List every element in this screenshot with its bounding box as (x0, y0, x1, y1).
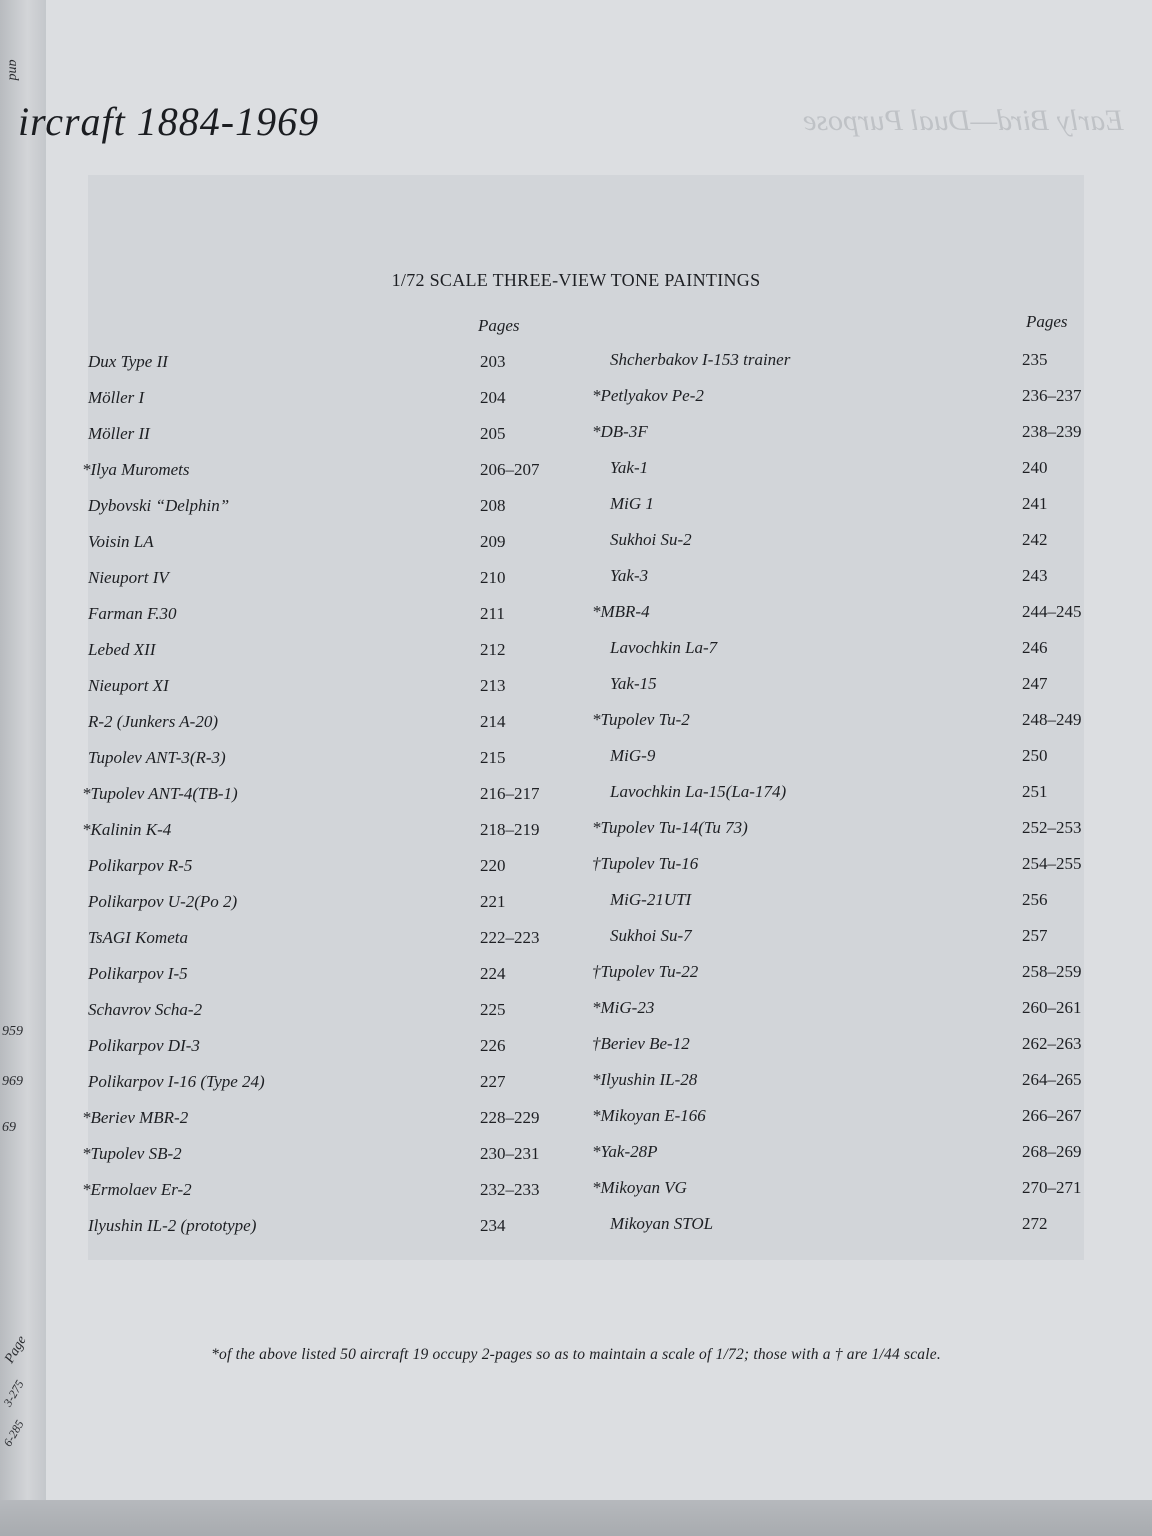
aircraft-name: Dybovski “Delphin” (88, 496, 230, 515)
list-item (82, 928, 562, 964)
list-item (592, 494, 1072, 530)
margin-fragment: 6-285 (0, 1417, 27, 1449)
page-range: 216–217 (480, 784, 540, 803)
aircraft-name: Polikarpov I-16 (Type 24) (88, 1072, 265, 1091)
aircraft-name: *Tupolev Tu-14(Tu 73) (592, 818, 748, 837)
pages-header-left: Pages (478, 316, 520, 335)
margin-fragment: 69 (2, 1120, 16, 1135)
page-range: 236–237 (1022, 386, 1082, 405)
list-item (82, 748, 562, 784)
page-range: 222–223 (480, 928, 540, 947)
margin-fragment: Page (2, 1333, 30, 1366)
aircraft-name: *MBR-4 (592, 602, 650, 621)
page-range: 226 (480, 1036, 506, 1055)
page-bottom-edge (0, 1500, 1152, 1536)
list-item (592, 854, 1082, 890)
page-range: 241 (1022, 494, 1048, 513)
aircraft-name: *DB-3F (592, 422, 648, 441)
page-range: 214 (480, 712, 506, 731)
aircraft-name: Möller I (88, 388, 145, 407)
list-item (592, 638, 1072, 674)
list-item (82, 712, 562, 748)
page-range: 254–255 (1022, 854, 1082, 873)
aircraft-name: Lavochkin La-7 (610, 638, 718, 657)
page-range: 250 (1022, 746, 1048, 765)
page-range: 204 (480, 388, 506, 407)
page-range: 220 (480, 856, 506, 875)
page-range: 205 (480, 424, 506, 443)
page-range: 203 (480, 352, 506, 371)
page-range: 242 (1022, 530, 1048, 549)
list-item (592, 1106, 1082, 1142)
list-item (592, 998, 1082, 1034)
page-range: 224 (480, 964, 506, 983)
aircraft-name: Polikarpov U-2(Po 2) (88, 892, 238, 911)
list-item (592, 386, 1082, 422)
page-range: 246 (1022, 638, 1048, 657)
list-item (82, 964, 562, 1000)
page-range: 212 (480, 640, 506, 659)
page-range: 252–253 (1022, 818, 1082, 837)
page-range: 215 (480, 748, 506, 767)
list-item (592, 926, 1072, 962)
list-item (82, 1216, 562, 1252)
list-item (82, 1108, 562, 1144)
page-range: 211 (480, 604, 505, 623)
page-range: 264–265 (1022, 1070, 1082, 1089)
page-range: 238–239 (1022, 422, 1082, 441)
page-range: 270–271 (1022, 1178, 1082, 1197)
aircraft-name: †Tupolev Tu-22 (592, 962, 699, 981)
margin-fragment: 959 (2, 1024, 23, 1039)
pages-header-right: Pages (1026, 312, 1068, 331)
list-item (82, 568, 562, 604)
page-range: 248–249 (1022, 710, 1082, 729)
aircraft-name: Lavochkin La-15(La-174) (610, 782, 787, 801)
aircraft-name: Yak-3 (610, 566, 649, 585)
list-item (82, 496, 562, 532)
page-range: 257 (1022, 926, 1048, 945)
page-range: 209 (480, 532, 506, 551)
page-range: 266–267 (1022, 1106, 1082, 1125)
left-aircraft-list (82, 352, 562, 1252)
page-range: 272 (1022, 1214, 1048, 1233)
aircraft-name: *Petlyakov Pe-2 (592, 386, 704, 405)
page-range: 234 (480, 1216, 506, 1235)
list-item (592, 530, 1072, 566)
list-item (592, 962, 1082, 998)
aircraft-name: TsAGI Kometa (88, 928, 188, 947)
list-item (592, 566, 1072, 602)
page-range: 210 (480, 568, 506, 587)
page-range: 262–263 (1022, 1034, 1082, 1053)
footnote: *of the above listed 50 aircraft 19 occupy 2-pages so as to maintain a scale of 1/72; those with a † are 1/44 scale. (211, 1346, 941, 1363)
aircraft-name: *Tupolev ANT-4(TB-1) (82, 784, 238, 803)
page-range: 260–261 (1022, 998, 1082, 1017)
page-range: 243 (1022, 566, 1048, 585)
list-item (592, 890, 1072, 926)
aircraft-name: *Tupolev SB-2 (82, 1144, 182, 1163)
list-item (592, 782, 1072, 818)
aircraft-name: Shcherbakov I-153 trainer (610, 350, 791, 369)
page-range: 227 (480, 1072, 506, 1091)
list-item (82, 1180, 562, 1216)
list-item (592, 602, 1082, 638)
aircraft-name: MiG-21UTI (610, 890, 692, 909)
aircraft-name: Voisin LA (88, 532, 154, 551)
right-aircraft-list (592, 350, 1082, 1250)
aircraft-name: Mikoyan STOL (610, 1214, 714, 1233)
page-range: 218–219 (480, 820, 540, 839)
page-range: 240 (1022, 458, 1048, 477)
list-item (592, 350, 1072, 386)
page-range: 213 (480, 676, 506, 695)
list-item (592, 710, 1082, 746)
aircraft-name: Nieuport XI (88, 676, 169, 695)
list-item (592, 458, 1072, 494)
aircraft-name: Nieuport IV (88, 568, 169, 587)
page-range: 228–229 (480, 1108, 540, 1127)
list-item (592, 1142, 1082, 1178)
page-range: 225 (480, 1000, 506, 1019)
page-range: 230–231 (480, 1144, 540, 1163)
list-item (82, 892, 562, 928)
list-item (82, 1072, 562, 1108)
aircraft-name: Schavrov Scha-2 (88, 1000, 203, 1019)
aircraft-name: *Ermolaev Er-2 (82, 1180, 192, 1199)
list-item (592, 1070, 1082, 1106)
list-item (592, 746, 1072, 782)
list-item (82, 640, 562, 676)
aircraft-name: Farman F.30 (88, 604, 177, 623)
list-item (592, 818, 1082, 854)
aircraft-name: R-2 (Junkers A-20) (88, 712, 218, 731)
page-range: 247 (1022, 674, 1048, 693)
page-range: 206–207 (480, 460, 540, 479)
adjacent-page-edge (0, 0, 46, 1536)
list-item (82, 388, 562, 424)
list-item (82, 784, 562, 820)
page-range: 208 (480, 496, 506, 515)
aircraft-name: Yak-1 (610, 458, 649, 477)
list-item (592, 1034, 1082, 1070)
list-item (82, 532, 562, 568)
page-range: 251 (1022, 782, 1048, 801)
list-item (82, 676, 562, 712)
margin-fragment: 3-275 (0, 1377, 27, 1409)
list-item (82, 856, 562, 892)
list-item (82, 352, 562, 388)
aircraft-name: MiG-9 (610, 746, 656, 765)
aircraft-name: *Ilyushin IL-28 (592, 1070, 698, 1089)
aircraft-name: *MiG-23 (592, 998, 655, 1017)
section-title: 1/72 SCALE THREE-VIEW TONE PAINTINGS (391, 270, 761, 290)
list-item (82, 604, 562, 640)
aircraft-name: *Kalinin K-4 (82, 820, 172, 839)
aircraft-name: *Mikoyan VG (592, 1178, 687, 1197)
aircraft-name: Yak-15 (610, 674, 657, 693)
page-range: 235 (1022, 350, 1048, 369)
page-range: 244–245 (1022, 602, 1082, 621)
aircraft-name: Polikarpov DI-3 (88, 1036, 200, 1055)
aircraft-name: *Yak-28P (592, 1142, 658, 1161)
aircraft-name: *Tupolev Tu-2 (592, 710, 690, 729)
list-item (82, 1144, 562, 1180)
page-range: 232–233 (480, 1180, 540, 1199)
aircraft-name: †Tupolev Tu-16 (592, 854, 699, 873)
aircraft-name: *Ilya Muromets (82, 460, 190, 479)
list-item (82, 460, 562, 496)
list-item (82, 1036, 562, 1072)
aircraft-name: Polikarpov R-5 (88, 856, 193, 875)
list-item (592, 422, 1082, 458)
list-item (592, 1178, 1082, 1214)
page-range: 221 (480, 892, 506, 911)
aircraft-name: Ilyushin IL-2 (prototype) (88, 1216, 257, 1235)
aircraft-name: Dux Type II (88, 352, 168, 371)
aircraft-name: Sukhoi Su-2 (610, 530, 692, 549)
page-range: 258–259 (1022, 962, 1082, 981)
aircraft-name: Möller II (88, 424, 150, 443)
list-item (592, 674, 1072, 710)
aircraft-name: Lebed XII (88, 640, 156, 659)
margin-fragment: 969 (2, 1074, 23, 1089)
aircraft-name: *Mikoyan E-166 (592, 1106, 706, 1125)
list-item (82, 820, 562, 856)
page-header-title: ircraft 1884-1969 (18, 99, 320, 144)
aircraft-name: Tupolev ANT-3(R-3) (88, 748, 226, 767)
list-item (82, 424, 562, 460)
page-range: 268–269 (1022, 1142, 1082, 1161)
aircraft-name: †Beriev Be-12 (592, 1034, 690, 1053)
list-item (82, 1000, 562, 1036)
aircraft-name: Polikarpov I-5 (88, 964, 188, 983)
aircraft-name: Sukhoi Su-7 (610, 926, 692, 945)
list-item (592, 1214, 1072, 1250)
aircraft-name: *Beriev MBR-2 (82, 1108, 189, 1127)
page-range: 256 (1022, 890, 1048, 909)
margin-fragment: and (5, 59, 21, 81)
aircraft-name: MiG 1 (610, 494, 654, 513)
show-through-text: Early Bird—Dual Purpose (803, 104, 1124, 137)
